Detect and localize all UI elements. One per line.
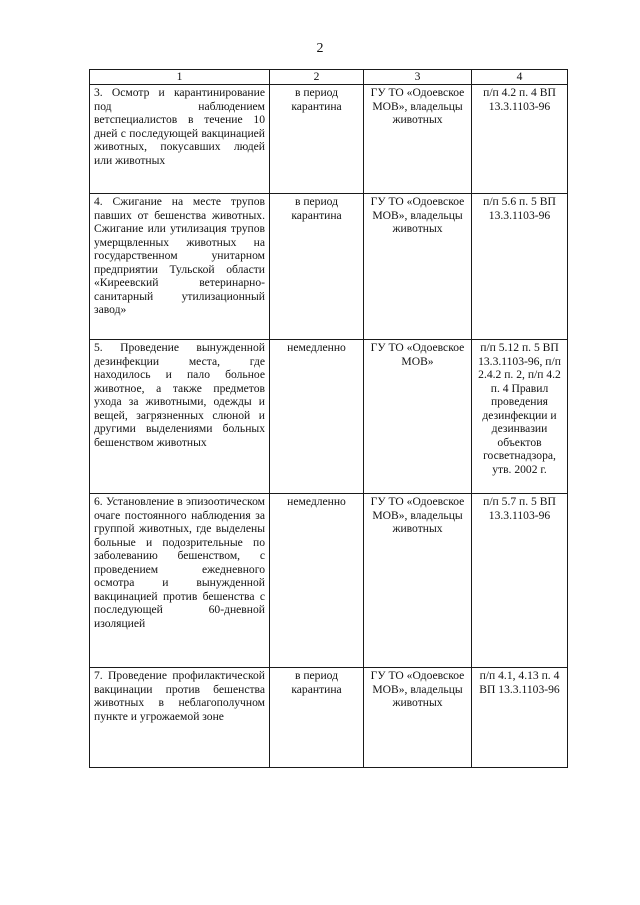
action-cell: 4. Сжигание на месте трупов павших от бешенства животных. Сжигание или утилизация трупов умерщвленных животных на государственном унитарном предприятии Тульской области «Киреевский ветеринарно-санитарный утилизационный завод»	[90, 194, 270, 340]
action-cell: 6. Установление в эпизоотическом очаге постоянного наблюдения за группой животных, где выделены больные и подозрительные по заболеванию бешенством, с проведением ежедневного осмотра и вынужденной вакцинацией против бешенства с последующей 60-дневной изоляцией	[90, 494, 270, 668]
column-header-2: 2	[270, 70, 364, 85]
basis-cell: п/п 4.1, 4.13 п. 4 ВП 13.3.1103-96	[472, 668, 568, 768]
executor-cell: ГУ ТО «Одоевское МОВ», владельцы животных	[364, 85, 472, 194]
table-row	[90, 668, 568, 768]
basis-cell: п/п 5.12 п. 5 ВП 13.3.1103-96, п/п 2.4.2 п. 2, п/п 4.2 п. 4 Правил проведения дезинфекции и дезинвазии объектов госветнадзора, утв. 2002 г.	[472, 340, 568, 494]
table-row	[90, 494, 568, 668]
table-row	[90, 340, 568, 494]
action-cell: 3. Осмотр и карантинирование под наблюдением ветспециалистов в течение 10 дней с последующей вакцинацией животных, покусавших людей или животных	[90, 85, 270, 194]
measures-table	[89, 69, 568, 768]
table-row	[90, 85, 568, 194]
basis-cell: п/п 4.2 п. 4 ВП 13.3.1103-96	[472, 85, 568, 194]
column-header-3: 3	[364, 70, 472, 85]
basis-cell: п/п 5.7 п. 5 ВП 13.3.1103-96	[472, 494, 568, 668]
term-cell: немедленно	[270, 494, 364, 668]
column-header-4: 4	[472, 70, 568, 85]
table-row	[90, 194, 568, 340]
executor-cell: ГУ ТО «Одоевское МОВ», владельцы животных	[364, 494, 472, 668]
basis-cell: п/п 5.6 п. 5 ВП 13.3.1103-96	[472, 194, 568, 340]
executor-cell: ГУ ТО «Одоевское МОВ»	[364, 340, 472, 494]
term-cell: в период карантина	[270, 85, 364, 194]
action-cell: 7. Проведение профилактической вакцинации против бешенства животных в неблагополучном пункте и угрожаемой зоне	[90, 668, 270, 768]
action-cell: 5. Проведение вынужденной дезинфекции места, где находилось и пало больное животное, а также предметов ухода за животными, одежды и вещей, загрязненных слюной и другими выделениями больных бешенством животных	[90, 340, 270, 494]
term-cell: в период карантина	[270, 668, 364, 768]
term-cell: немедленно	[270, 340, 364, 494]
table-header-row	[90, 70, 568, 85]
term-cell: в период карантина	[270, 194, 364, 340]
page-number: 2	[316, 41, 324, 56]
executor-cell: ГУ ТО «Одоевское МОВ», владельцы животных	[364, 194, 472, 340]
column-header-1: 1	[90, 70, 270, 85]
executor-cell: ГУ ТО «Одоевское МОВ», владельцы животных	[364, 668, 472, 768]
